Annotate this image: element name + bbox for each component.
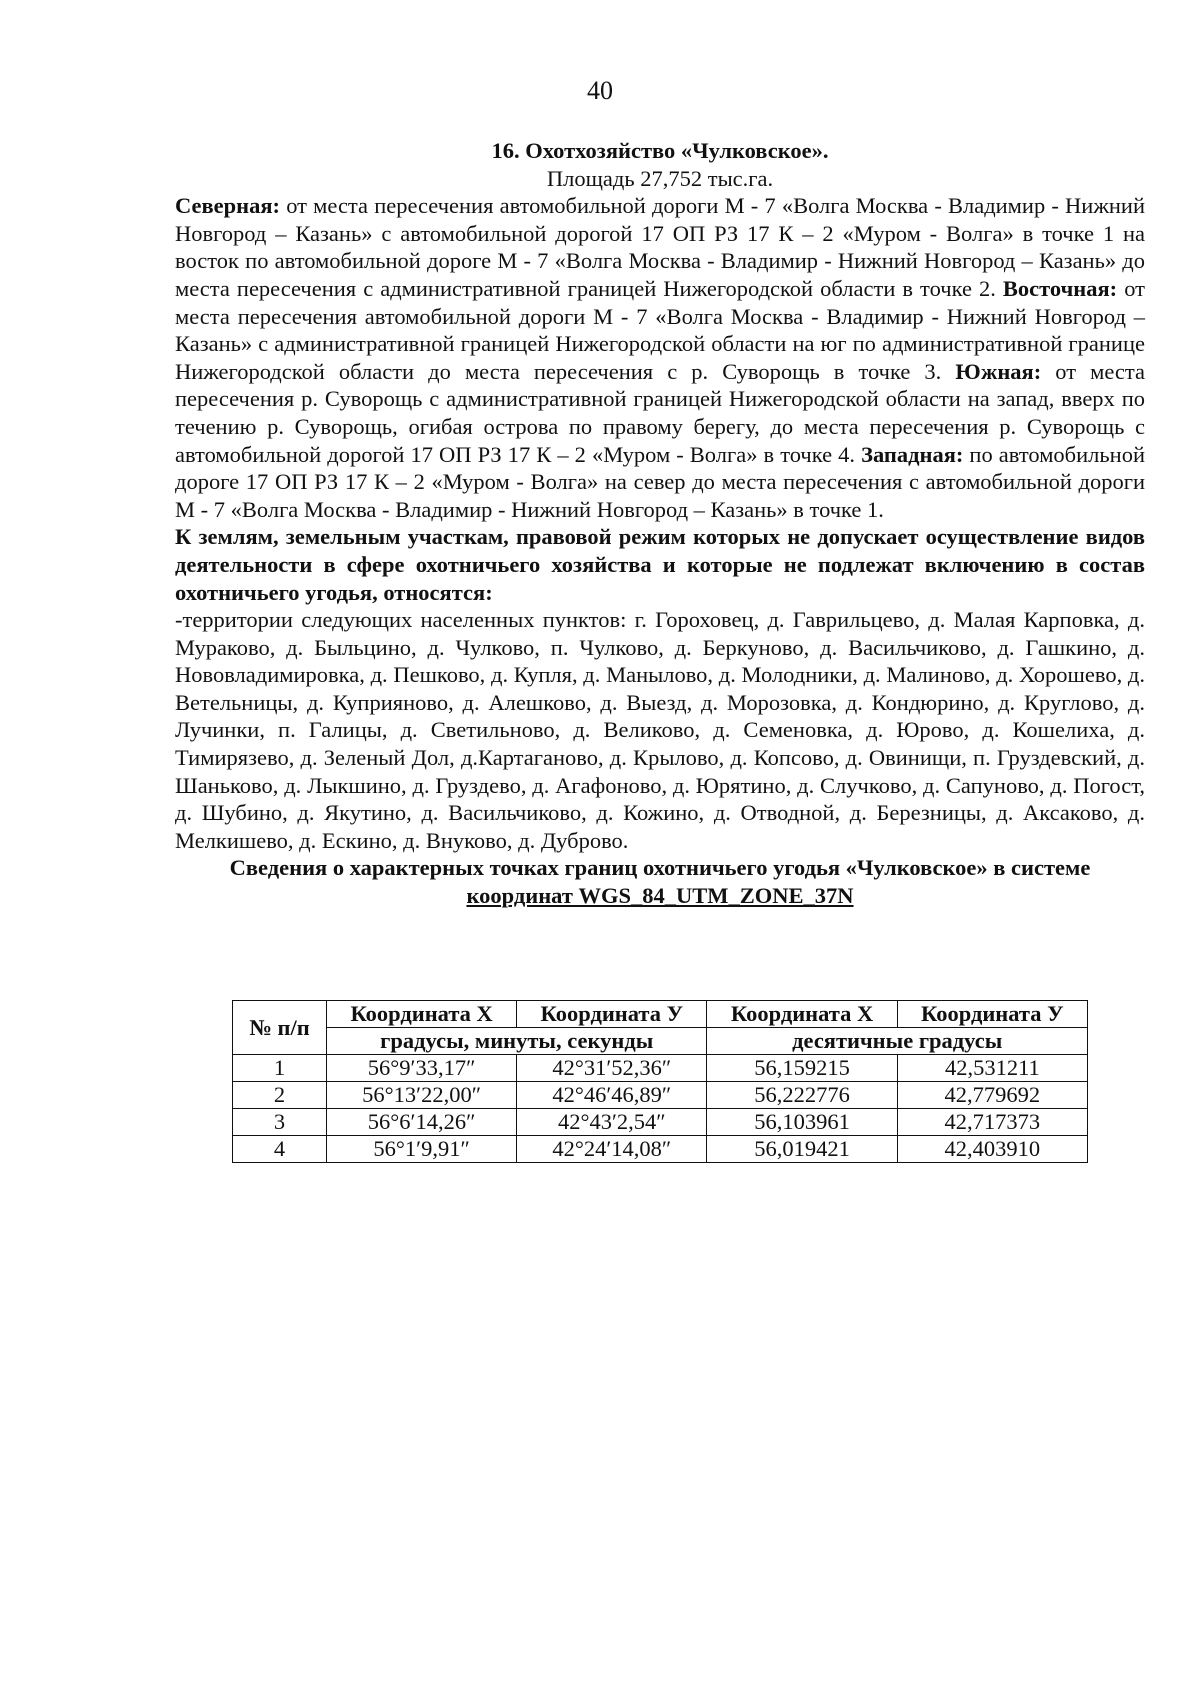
table-row [233, 1055, 1088, 1082]
table-title [160, 854, 1160, 909]
cell-y-dms: 42°43′2,54″ [517, 1109, 707, 1136]
south-text: от места пересечения р. Суворощь с административной границей Нижегородской области на запад, вверх по течению р. Суворощь, огибая острова по правому берегу, до места пересечения р. Суворощь с автомобильной дорогой 17 ОП РЗ 17 К – 2 «Муром - Волга» в точке 4. [175, 358, 1146, 467]
west-text: по автомобильной дороге 17 ОП РЗ 17 К – 2 «Муром - Волга» на север до места пересечения с автомобильной дороги М - 7 «Волга Москва - Владимир - Нижний Новгород – Казань» в точке 1. [175, 441, 1145, 522]
header-x-dec: Координата Х [707, 1001, 897, 1028]
cell-y-dec: 42,403910 [897, 1136, 1087, 1163]
page-number: 40 [587, 76, 613, 105]
table-row [233, 1136, 1088, 1163]
north-label: Северная: [175, 193, 281, 219]
south-label: Южная: [955, 358, 1042, 384]
cell-x-dms: 56°6′14,26″ [327, 1109, 517, 1136]
cell-x-dec: 56,159215 [707, 1055, 897, 1082]
subheader-dms: градусы, минуты, секунды [327, 1028, 707, 1055]
document-body [175, 137, 1145, 910]
cell-x-dec: 56,222776 [707, 1082, 897, 1109]
cell-num: 2 [233, 1082, 327, 1109]
header-y-dec: Координата У [897, 1001, 1087, 1028]
cell-y-dec: 42,531211 [897, 1055, 1087, 1082]
subheader-dec: десятичные градусы [707, 1028, 1088, 1055]
header-x-dms: Координата Х [327, 1001, 517, 1028]
cell-num: 1 [233, 1055, 327, 1082]
header-y-dms: Координата У [517, 1001, 707, 1028]
table-subheader-row [233, 1028, 1088, 1055]
table-row [233, 1082, 1088, 1109]
cell-num: 4 [233, 1136, 327, 1163]
cell-y-dec: 42,717373 [897, 1109, 1087, 1136]
cell-x-dec: 56,103961 [707, 1109, 897, 1136]
cell-x-dms: 56°1′9,91″ [327, 1136, 517, 1163]
east-label: Восточная: [1002, 275, 1118, 301]
cell-num: 3 [233, 1109, 327, 1136]
cell-x-dms: 56°13′22,00″ [327, 1082, 517, 1109]
cell-y-dms: 42°24′14,08″ [517, 1136, 707, 1163]
cell-y-dms: 42°46′46,89″ [517, 1082, 707, 1109]
west-label: Западная: [861, 441, 964, 467]
excluded-settlements: -территории следующих населенных пунктов: г. Гороховец, д. Гаврильцево, д. Малая Карповка, д. Мураково, д. Быльцино, д. Чулково, п. Чулково, д. Беркуново, д. Васильчиково, д. Гашкино, д. Нововладимировка, д. Пешково, д. Купля, д. Манылово, д. Молодники, д. Малиново, д. Хорошево, д. Ветельницы, д. Куприяново, д. Алешково, д. Выезд, д. Морозовка, д. Кондюрино, д. Круглово, д. Лучинки, п. Галицы, д. Светильново, д. Великово, д. Семеновка, д. Юрово, д. Кошелиха, д. Тимирязево, д. Зеленый Дол, д.Картаганово, д. Крылово, д. Копсово, д. Овинищи, п. Груздевский, д. Шаньково, д. Лыкшино, д. Груздево, д. Агафоново, д. Юрятино, д. Случково, д. Сапуново, д. Погост, д. Шубино, д. Якутино, д. Васильчиково, д. Кожино, д. Отводной, д. Березницы, д. Аксаково, д. Мелкишево, д. Ескино, д. Внуково, д. Дуброво. [175, 607, 1145, 853]
boundary-description [175, 192, 1145, 523]
table-title-line1: Сведения о характерных точках границ охотничьего угодья «Чулковское» в системе [229, 855, 1091, 881]
cell-y-dec: 42,779692 [897, 1082, 1087, 1109]
section-title: 16. Охотхозяйство «Чулковское». [491, 138, 829, 163]
coordinates-table [232, 1000, 1088, 1163]
north-text: от места пересечения автомобильной дороги М - 7 «Волга Москва - Владимир - Нижний Новгород – Казань» с автомобильной дорогой 17 ОП РЗ 17 К – 2 «Муром - Волга» в точке 1 на восток по автомобильной дороге М - 7 «Волга Москва - Владимир - Нижний Новгород – Казань» до места пересечения с административной границей Нижегородской области в точке 2. [175, 193, 1145, 301]
cell-x-dms: 56°9′33,17″ [327, 1055, 517, 1082]
table-title-line2: координат WGS_84_UTM_ZONE_37N [466, 883, 854, 909]
table-header-row [233, 1001, 1088, 1028]
area-line: Площадь 27,752 тыс.га. [546, 165, 774, 191]
excluded-heading: К землям, земельным участкам, правовой режим которых не допускает осуществление видов деятельности в сфере охотничьего хозяйства и которые не подлежат включению в состав охотничьего угодья, относятся: [175, 524, 1145, 605]
header-num: № п/п [233, 1001, 327, 1055]
cell-x-dec: 56,019421 [707, 1136, 897, 1163]
cell-y-dms: 42°31′52,36″ [517, 1055, 707, 1082]
east-text: от места пересечения автомобильной дороги М - 7 «Волга Москва - Владимир - Нижний Новгород – Казань» с административной границей Нижегородской области на юг по административной границе Нижегородской области до места пересечения с р. Суворощь в точке 3. [175, 275, 1145, 384]
table-row [233, 1109, 1088, 1136]
